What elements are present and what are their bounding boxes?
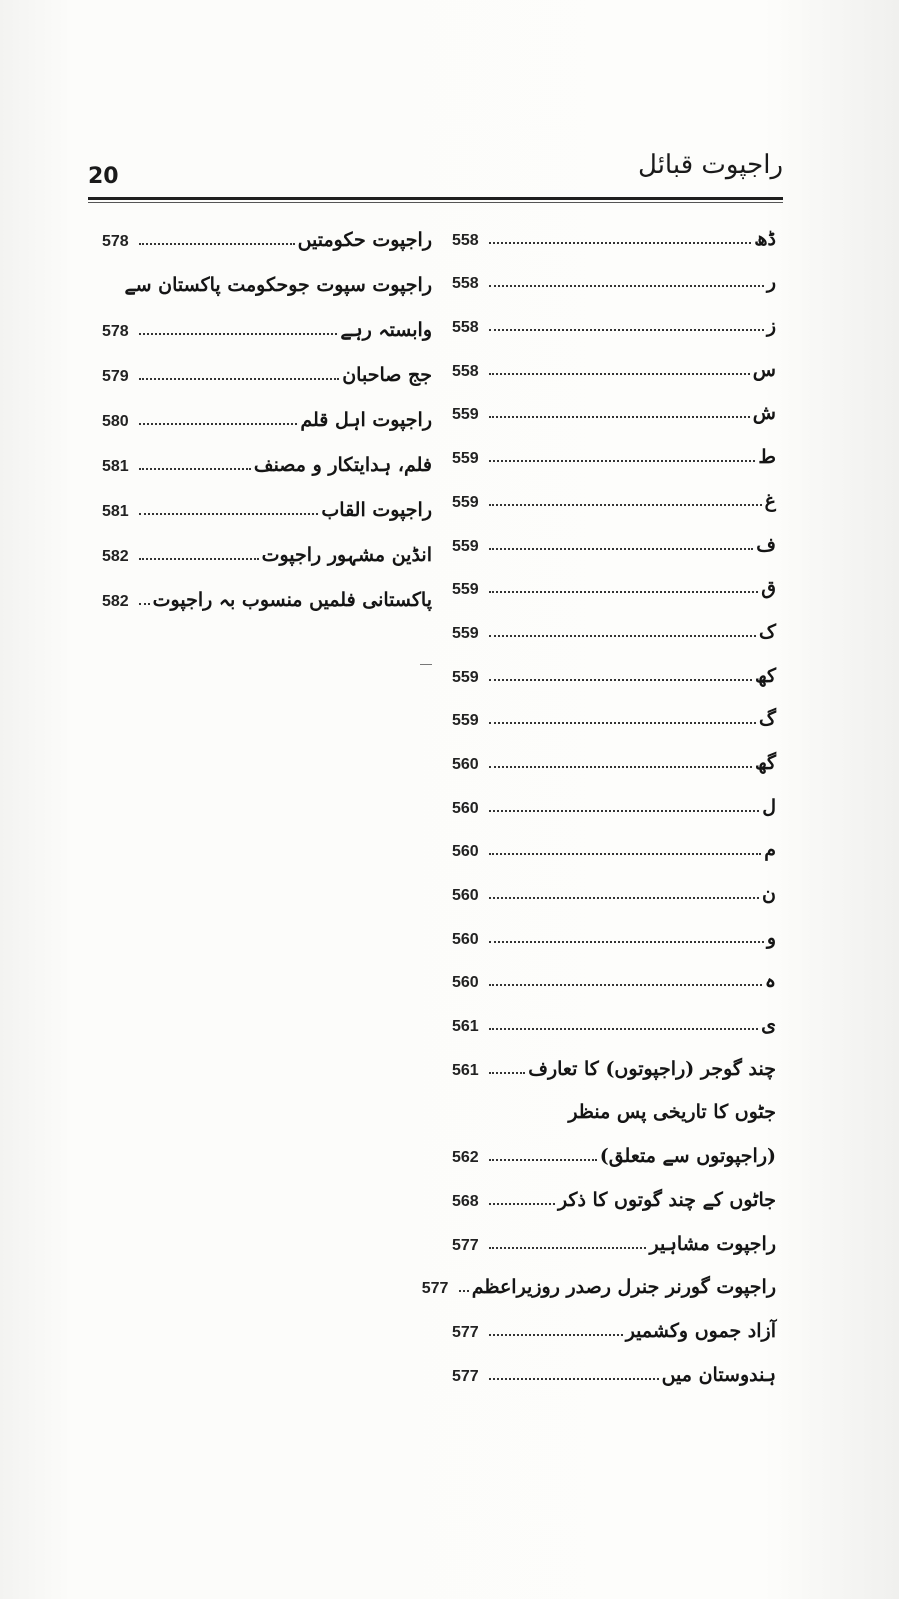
running-title: راجپوت قبائل: [638, 150, 783, 180]
toc-entry: [452, 210, 776, 254]
toc-entry-page: 558: [452, 231, 479, 249]
toc-entry-title: ق: [761, 577, 776, 600]
dot-leader: [489, 416, 750, 418]
toc-entry-title: ش: [752, 402, 776, 425]
toc-entry-title: راجپوت مشاہیر: [649, 1232, 776, 1255]
toc-entry-title: جاٹوں کے چند گوتوں کا ذکر: [557, 1188, 776, 1211]
toc-entry: [452, 1302, 776, 1346]
toc-entry-page: 582: [102, 593, 129, 610]
dot-leader: [489, 1334, 623, 1336]
toc-entry: [452, 1040, 776, 1084]
dot-leader: [489, 1203, 555, 1205]
toc-entry: [452, 909, 776, 953]
toc-entry-title: جٹوں کا تاریخی پس منظر: [568, 1101, 776, 1124]
dot-leader: [489, 941, 764, 943]
dot-leader: [489, 679, 752, 681]
toc-entry: [102, 525, 432, 570]
toc-entry: [102, 300, 432, 345]
toc-entry-page: 560: [452, 974, 479, 992]
header-rule-thick: [88, 197, 783, 200]
dot-leader: [489, 329, 764, 331]
toc-entry-title: (راجپوتوں سے متعلق): [599, 1145, 776, 1168]
toc-entry: [452, 822, 776, 866]
toc-right-column: [421, 210, 776, 1390]
toc-entry-page: 581: [102, 458, 129, 475]
toc-entry-page: 560: [452, 755, 479, 773]
toc-entry: [102, 255, 432, 300]
toc-entry-title: ف: [756, 533, 776, 556]
toc-entry-page: 580: [102, 413, 129, 430]
stray-mark: [420, 664, 432, 665]
toc-entry-page: 559: [452, 493, 479, 511]
toc-entry-title: فلم، ہدایتکار و مصنف: [253, 454, 432, 476]
toc-entry: [102, 435, 432, 480]
toc-entry-title: س: [752, 358, 776, 381]
toc-entry: [452, 865, 776, 909]
toc-entry-title: ط: [758, 446, 776, 469]
toc-entry-page: 560: [452, 843, 479, 861]
dot-leader: [489, 373, 750, 375]
toc-left-column: [102, 210, 432, 615]
toc-entry-title: ہندوستان میں: [661, 1363, 776, 1386]
toc-entry: [452, 734, 776, 778]
toc-entry-title: آزاد جموں وکشمیر: [625, 1319, 776, 1342]
toc-entry-page: 562: [452, 1149, 479, 1167]
toc-entry-page: 560: [452, 799, 479, 817]
header-rule-thin: [88, 202, 783, 203]
toc-entry: [452, 1171, 776, 1215]
dot-leader: [489, 1028, 758, 1030]
toc-entry-title: پاکستانی فلمیں منسوب بہ راجپوت: [152, 589, 432, 611]
dot-leader: [139, 468, 251, 470]
toc-entry-title: کھ: [754, 664, 776, 687]
dot-leader: [489, 285, 764, 287]
dot-leader: [489, 635, 756, 637]
toc-entry-page: 581: [102, 503, 129, 520]
toc-entry: [452, 778, 776, 822]
toc-entry-title: گھ: [754, 751, 776, 774]
toc-entry-page: 577: [452, 1236, 479, 1254]
toc-entry-page: 560: [452, 930, 479, 948]
toc-entry: [452, 1215, 776, 1259]
dot-leader: [139, 423, 297, 425]
dot-leader: [489, 591, 758, 593]
toc-entry-title: ل: [762, 795, 776, 818]
toc-entry-title: چند گوجر (راجپوتوں) کا تعارف: [528, 1057, 776, 1080]
toc-entry: [452, 691, 776, 735]
toc-entry-title: ر: [766, 271, 776, 294]
dot-leader: [489, 766, 752, 768]
toc-entry: [452, 996, 776, 1040]
toc-entry: [452, 560, 776, 604]
toc-entry-page: 560: [452, 887, 479, 904]
toc-entry: [452, 428, 776, 472]
toc-entry-title: ی: [761, 1014, 776, 1037]
toc-entry-page: 559: [452, 624, 479, 642]
toc-entry-page: 558: [452, 319, 479, 337]
dot-leader: [139, 513, 318, 515]
toc-entry-page: 578: [102, 323, 129, 340]
dot-leader: [489, 1159, 597, 1161]
dot-leader: [489, 984, 762, 986]
toc-entry-page: 577: [452, 1323, 479, 1341]
toc-entry-page: 578: [102, 233, 129, 250]
toc-entry: [452, 297, 776, 341]
toc-entry: [452, 647, 776, 691]
toc-entry: [452, 1346, 776, 1390]
toc-entry-page: 568: [452, 1192, 479, 1210]
toc-entry-title: غ: [764, 489, 776, 512]
toc-entry-page: 559: [452, 450, 479, 468]
dot-leader: [489, 897, 759, 899]
toc-entry: [452, 953, 776, 997]
toc-entry-page: 579: [102, 368, 129, 385]
toc-entry-page: 559: [452, 668, 479, 686]
toc-entry: [421, 1259, 776, 1303]
toc-entry-title: ہ: [764, 970, 776, 993]
dot-leader: [489, 242, 751, 244]
toc-entry: [102, 345, 432, 390]
toc-entry-title: ز: [766, 315, 776, 338]
dot-leader: [489, 1378, 659, 1380]
toc-entry: [452, 254, 776, 298]
dot-leader: [139, 603, 150, 605]
dot-leader: [489, 548, 753, 550]
dot-leader: [489, 504, 762, 506]
page-header: [88, 150, 783, 196]
toc-entry-page: 577: [452, 1367, 479, 1385]
dot-leader: [139, 378, 339, 380]
toc-entry-page: 559: [452, 712, 479, 730]
dot-leader: [489, 853, 761, 855]
dot-leader: [489, 810, 759, 812]
dot-leader: [489, 722, 756, 724]
toc-entry: [102, 390, 432, 435]
toc-entry-title: ک: [758, 620, 776, 643]
dot-leader: [139, 333, 337, 335]
toc-entry-title: م: [764, 839, 776, 862]
toc-entry: [102, 570, 432, 615]
toc-entry-page: 559: [452, 537, 479, 555]
dot-leader: [489, 1072, 525, 1074]
dot-leader: [139, 558, 259, 560]
toc-entry-page: 558: [452, 362, 479, 380]
dot-leader: [489, 1247, 646, 1249]
toc-entry-page: 582: [102, 548, 129, 565]
toc-entry: [452, 516, 776, 560]
toc-entry: [102, 210, 432, 255]
toc-entry: [452, 385, 776, 429]
toc-entry-page: 559: [452, 581, 479, 599]
toc-entry-title: راجپوت گورنر جنرل رصدر روزیراعظم: [471, 1276, 776, 1299]
toc-entry-title: انڈین مشہور راجپوت: [261, 544, 432, 566]
toc-entry: [102, 480, 432, 525]
toc-entry-page: 561: [452, 1018, 479, 1036]
toc-entry-title: و: [766, 926, 776, 949]
toc-entry-title: راجپوت اہل قلم: [300, 409, 432, 431]
toc-entry: [452, 341, 776, 385]
dot-leader: [459, 1290, 469, 1292]
toc-entry-title: وابستہ رہے: [340, 319, 432, 341]
toc-entry-title: جج صاحبان: [342, 364, 432, 386]
toc-entry-title: ن: [762, 883, 776, 905]
toc-entry: [452, 603, 776, 647]
toc-entry-page: 577: [421, 1280, 449, 1298]
toc-entry-page: 559: [452, 406, 479, 424]
toc-entry-page: 558: [452, 275, 479, 293]
dot-leader: [139, 243, 295, 245]
toc-entry-title: راجپوت سپوت جوحکومت پاکستان سے: [124, 274, 432, 296]
toc-entry-page: 561: [452, 1061, 479, 1079]
dot-leader: [489, 460, 755, 462]
toc-entry: [452, 1127, 776, 1171]
toc-entry-title: راجپوت حکومتیں: [297, 229, 432, 251]
toc-entry-title: گ: [758, 708, 776, 731]
toc-entry: [452, 472, 776, 516]
toc-entry-title: ڈھ: [754, 227, 776, 250]
toc-entry-title: راجپوت القاب: [321, 499, 432, 521]
page-number: 20: [88, 164, 119, 189]
toc-entry: [452, 1084, 776, 1128]
